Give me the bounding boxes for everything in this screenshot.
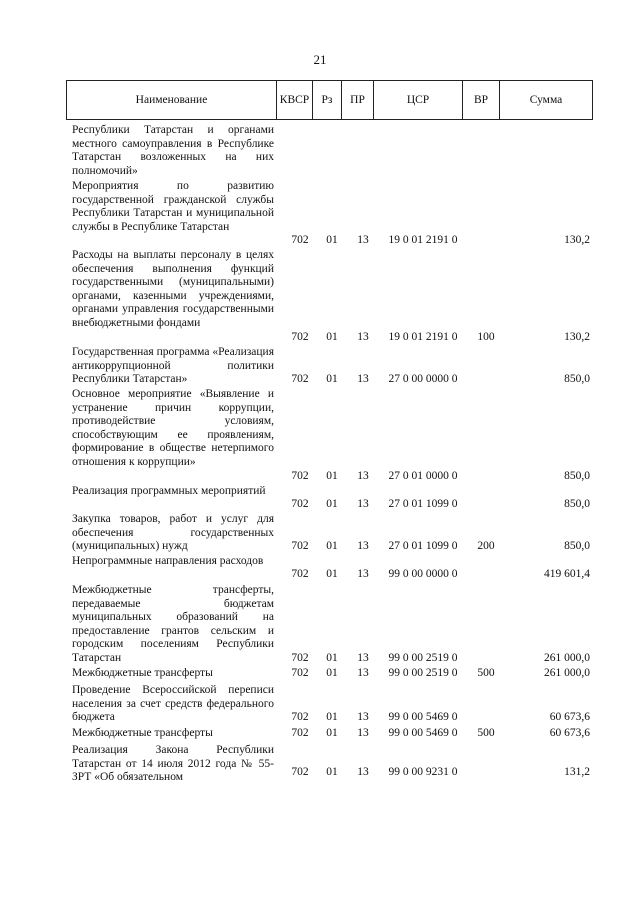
- row-kvsr: 702: [291, 727, 309, 739]
- row-sum: 850,0: [564, 540, 590, 552]
- row-rz: 01: [326, 667, 338, 679]
- table-header: [66, 80, 593, 120]
- row-pr: 13: [357, 331, 369, 343]
- row-rz: 01: [326, 498, 338, 510]
- row-name: Государственная программа «Реализация антикоррупционной политики Республики Татарстан»: [72, 346, 274, 386]
- row-name: Расходы на выплаты персоналу в целях обеспечения выполнения функций государственными (муниципальными) органами, казенными учреждениями, органами управления государственными внебюджетными фондами: [72, 249, 274, 329]
- row-kvsr: 702: [291, 766, 309, 778]
- row-kvsr: 702: [291, 652, 309, 664]
- row-kvsr: 702: [291, 373, 309, 385]
- row-sum: 131,2: [564, 766, 590, 778]
- row-pr: 13: [357, 498, 369, 510]
- row-csr: 99 0 00 2519 0: [388, 652, 458, 664]
- row-csr: 99 0 00 5469 0: [388, 727, 458, 739]
- row-name: Межбюджетные трансферты: [72, 727, 213, 739]
- header-csr: ЦСР: [374, 81, 463, 120]
- row-csr: 27 0 01 1099 0: [388, 540, 458, 552]
- row-vr: 200: [477, 540, 495, 552]
- row-rz: 01: [326, 711, 338, 723]
- row-pr: 13: [357, 766, 369, 778]
- row-kvsr: 702: [291, 568, 309, 580]
- row-rz: 01: [326, 766, 338, 778]
- header-pr: ПР: [342, 81, 374, 120]
- row-rz: 01: [326, 568, 338, 580]
- row-name: Республики Татарстан и органами местного самоуправления в Республике Татарстан возложенных на них полномочий»: [72, 124, 274, 177]
- row-csr: 99 0 00 9231 0: [388, 766, 458, 778]
- row-vr: 500: [477, 727, 495, 739]
- row-rz: 01: [326, 727, 338, 739]
- row-pr: 13: [357, 727, 369, 739]
- header-name: Наименование: [67, 81, 277, 120]
- row-csr: 27 0 00 0000 0: [388, 373, 458, 385]
- row-sum: 60 673,6: [549, 727, 590, 739]
- row-name: Мероприятия по развитию государственной гражданской службы Республики Татарстан и муниципальной службы в Республике Татарстан: [72, 180, 274, 233]
- row-vr: 500: [477, 667, 495, 679]
- row-name: Основное мероприятие «Выявление и устранение причин коррупции, противодействие условиям, способствующим ее проявлениям, формирование в обществе нетерпимого отношения к коррупции»: [72, 388, 274, 468]
- header-vr: ВР: [463, 81, 500, 120]
- page-number: 21: [313, 52, 327, 67]
- row-kvsr: 702: [291, 234, 309, 246]
- row-kvsr: 702: [291, 667, 309, 679]
- row-kvsr: 702: [291, 711, 309, 723]
- row-sum: 419 601,4: [544, 568, 590, 580]
- row-vr: 100: [477, 331, 495, 343]
- row-kvsr: 702: [291, 470, 309, 482]
- row-sum: 850,0: [564, 373, 590, 385]
- row-csr: 99 0 00 2519 0: [388, 667, 458, 679]
- row-kvsr: 702: [291, 540, 309, 552]
- row-sum: 850,0: [564, 470, 590, 482]
- row-sum: 130,2: [564, 234, 590, 246]
- row-csr: 99 0 00 0000 0: [388, 568, 458, 580]
- row-rz: 01: [326, 331, 338, 343]
- row-sum: 261 000,0: [544, 652, 590, 664]
- row-name: Реализация Закона Республики Татарстан от 14 июля 2012 года № 55-ЗРТ «Об обязательном: [72, 744, 274, 784]
- row-pr: 13: [357, 711, 369, 723]
- row-name: Закупка товаров, работ и услуг для обеспечения государственных (муниципальных) нужд: [72, 513, 274, 553]
- row-name: Реализация программных мероприятий: [72, 485, 266, 497]
- row-kvsr: 702: [291, 331, 309, 343]
- row-pr: 13: [357, 540, 369, 552]
- row-rz: 01: [326, 373, 338, 385]
- row-csr: 27 0 01 0000 0: [388, 470, 458, 482]
- row-rz: 01: [326, 470, 338, 482]
- row-rz: 01: [326, 652, 338, 664]
- row-pr: 13: [357, 234, 369, 246]
- row-name: Межбюджетные трансферты: [72, 667, 213, 679]
- header-rz: Рз: [313, 81, 342, 120]
- row-csr: 99 0 00 5469 0: [388, 711, 458, 723]
- row-sum: 850,0: [564, 498, 590, 510]
- header-sum: Сумма: [500, 81, 593, 120]
- row-csr: 19 0 01 2191 0: [388, 234, 458, 246]
- row-name: Непрограммные направления расходов: [72, 555, 264, 567]
- row-csr: 19 0 01 2191 0: [388, 331, 458, 343]
- row-sum: 130,2: [564, 331, 590, 343]
- row-sum: 60 673,6: [549, 711, 590, 723]
- row-pr: 13: [357, 373, 369, 385]
- row-name: Межбюджетные трансферты, передаваемые бюджетам муниципальных образований на предоставление грантов сельским и городским поселениям Республики Татарстан: [72, 584, 274, 664]
- row-pr: 13: [357, 568, 369, 580]
- row-pr: 13: [357, 470, 369, 482]
- row-pr: 13: [357, 652, 369, 664]
- row-rz: 01: [326, 234, 338, 246]
- row-name: Проведение Всероссийской переписи населения за счет средств федерального бюджета: [72, 684, 274, 724]
- row-csr: 27 0 01 1099 0: [388, 498, 458, 510]
- row-pr: 13: [357, 667, 369, 679]
- header-kvsr: КВСР: [277, 81, 313, 120]
- row-sum: 261 000,0: [544, 667, 590, 679]
- row-kvsr: 702: [291, 498, 309, 510]
- row-rz: 01: [326, 540, 338, 552]
